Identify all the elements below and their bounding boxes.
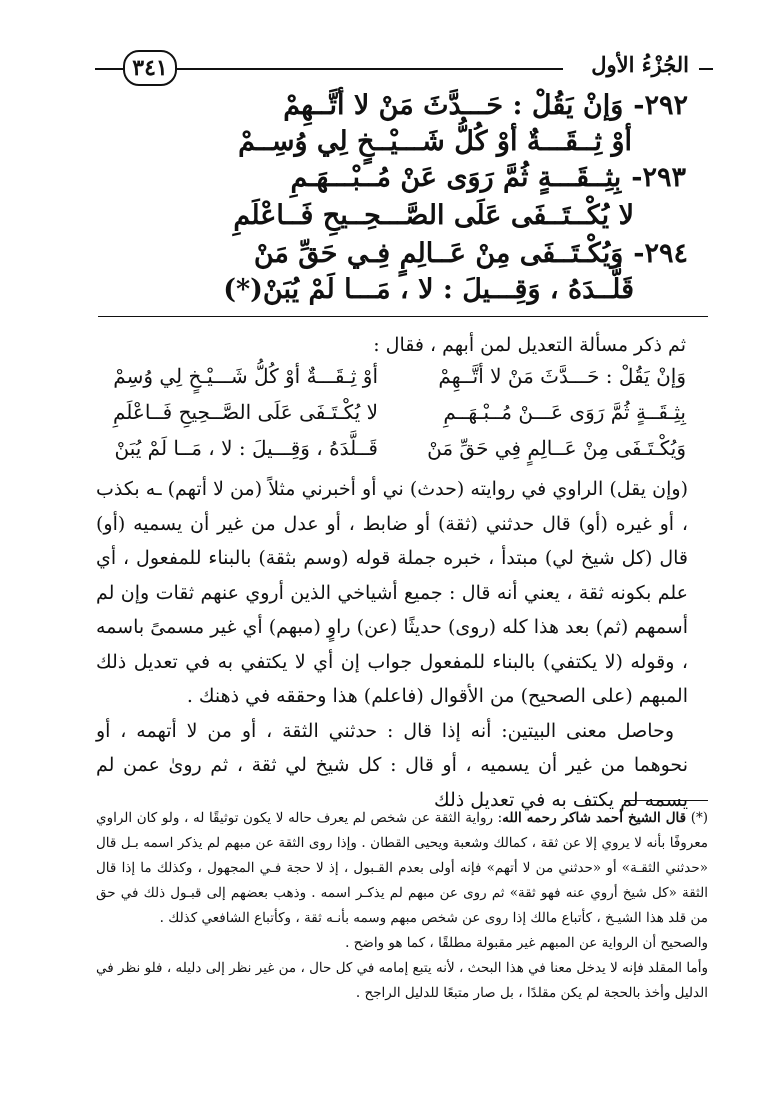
quoted-verse-left: قَــلَّدَهُ ، وَقِـــيلَ : لا ، مَــا لَمْ يُبَنْ (114, 436, 378, 460)
quoted-verse-right: وَيُكْـتَـفَى مِنْ عَــالِمٍ فِي حَقِّ مَنْ (427, 436, 686, 460)
header-rule (95, 68, 123, 70)
quoted-verse-left: لا يُكْـتَـفَى عَلَى الصَّــحِيحِ فَــاعْلَمِ (112, 400, 378, 424)
verse-number: ٢٩٤- (633, 238, 688, 269)
footnote-rule (624, 800, 708, 801)
commentary-paragraph: (وإن يقل) الراوي في روايته (حدث) ني أو أخبرني مثلاً (من لا أتهم) ـه بكذب ، أو غيره (أو) قال حدثني (ثقة) أو ضابط ، أو عدل من غير أن يسميه (أو) قال (كل شيخ لي) مبتدأ ، خبره جملة قوله (وسم بثقة) بالبناء للمفعول ، أي علم بكونه ثقة ، يعني أنه قال : جميع أشياخي الذين أروي عنهم ثقات وإن لم أسمهم (ثم) بعد هذا كله (روى) حديثًا (عن) راوٍ (مبهم) أي غير مسمىً باسمه ، وقوله (لا يكتفي) بالبناء للمفعول جواب إن أي لا يكتفي به في تعديل ذلك المبهم (على الصحيح) من الأقوال (فاعلم) هذا وحققه في ذهنك . (96, 478, 688, 707)
page-number: ٣٤١ (123, 50, 177, 86)
footnote-paragraph (96, 806, 708, 931)
footnote-paragraph: والصحيح أن الرواية عن المبهم غير مقبولة مطلقًا ، كما هو واضح . (345, 935, 708, 951)
commentary-paragraph: وحاصل معنى البيتين: أنه إذا قال : حدثني الثقة ، أو من لا أتهمه ، أو نحوهما من غير أن يسميه ، أو قال : كل شيخ لي ثقة ، ثم روىٰ عمن لم يسمه لم يكتف به في تعديل ذلك (96, 719, 688, 811)
footnotes (96, 806, 708, 1006)
verse-number: ٢٩٢- (633, 90, 688, 121)
page-header (95, 46, 713, 82)
header-rule (699, 68, 713, 70)
section-divider (98, 316, 708, 317)
quoted-verse-right: وَإنْ يَقُلْ : حَـــدَّثَ مَنْ لا أتَّــهِمْ (438, 364, 686, 388)
verse-number: ٢٩٣- (631, 162, 686, 193)
verse-line (283, 90, 688, 121)
part-title: الجُزْءُ الأول (585, 52, 695, 77)
header-rule (173, 68, 563, 70)
quoted-verse-left: أوْ ثِـقَـــةٌ أوْ كُلُّ شَـــيْـخٍ لِي وُسِمْ (113, 364, 378, 388)
verse-line: قَلَّــدَهُ ، وَقِـــيلَ : لا ، مَـــا لَمْ يُبَنْ(*) (223, 274, 634, 305)
footnote-author: قال الشيخ أحمد شاكر رحمه الله (502, 810, 687, 826)
verse-text: وَيُكْـتَــفَى مِنْ عَــالِمٍ فِـي حَقِّ مَنْ (253, 238, 624, 269)
verse-line (290, 162, 686, 193)
verse-line (254, 238, 688, 269)
footnote-paragraph: وأما المقلد فإنه لا يدخل معنا في هذا البحث ، لأنه يتبع إمامه في كل حال ، من غير نظر إلى دليله ، فلو نظر في الدليل وأخذ بالحجة لم يكن مقلدًا ، بل صار متبعًا للدليل الراجح . (96, 960, 708, 1001)
verse-line: أوْ ثِــقَـــةٌ أوْ كُلُّ شَـــيْــخٍ لِي وُسِــمْ (238, 126, 632, 157)
verse-line: لا يُكْــتَــفَى عَلَى الصَّـــحِــيحِ فَــاعْلَمِ (233, 200, 634, 231)
quoted-verse-right: بِثِـقَــةٍ ثُمَّ رَوَى عَـــنْ مُــبْـهَــمِ (443, 400, 686, 424)
commentary-body (96, 472, 688, 817)
commentary-intro: ثم ذكر مسألة التعديل لمن أبهم ، فقال : (373, 334, 686, 356)
footnote-marker: (*) (690, 810, 708, 826)
footnote-text: : رواية الثقة عن شخص لم يعرف حاله لا يكون توثيقًا له ، ولو كان الراوي معروفًا بأنه لا يروي إلا عن ثقة ، كمالك وشعبة ويحيى القطان . وإذا روى الثقة عن مبهم لم يذكر اسمه بـل قال «حدثني الثقـة» أو «حدثني من لا أتهم» فإنه أولى بعدم القـبول ، إذ لا حجة فـي المجهول ، وكذلك ما إذا قال الثقة «كل شيخ أروي عنه فهو ثقة» ثم روى عن مبهم لم يذكـر اسمه . وذهب بعضهم إلى قبـول ذلك في حق من قلد هذا الشيـخ ، كأتباع مالك إذا روى عن شخص مبهم وسمه بأنـه ثقة ، وكأتباع الشافعي كذلك . (96, 810, 708, 926)
verse-text: وَإنْ يَقُلْ : حَـــدَّثَ مَنْ لا أتَّــهِمْ (283, 90, 624, 121)
verse-text: بِثِــقَـــةٍ ثُمَّ رَوَى عَنْ مُــبْـــهَـمِ (290, 162, 622, 193)
